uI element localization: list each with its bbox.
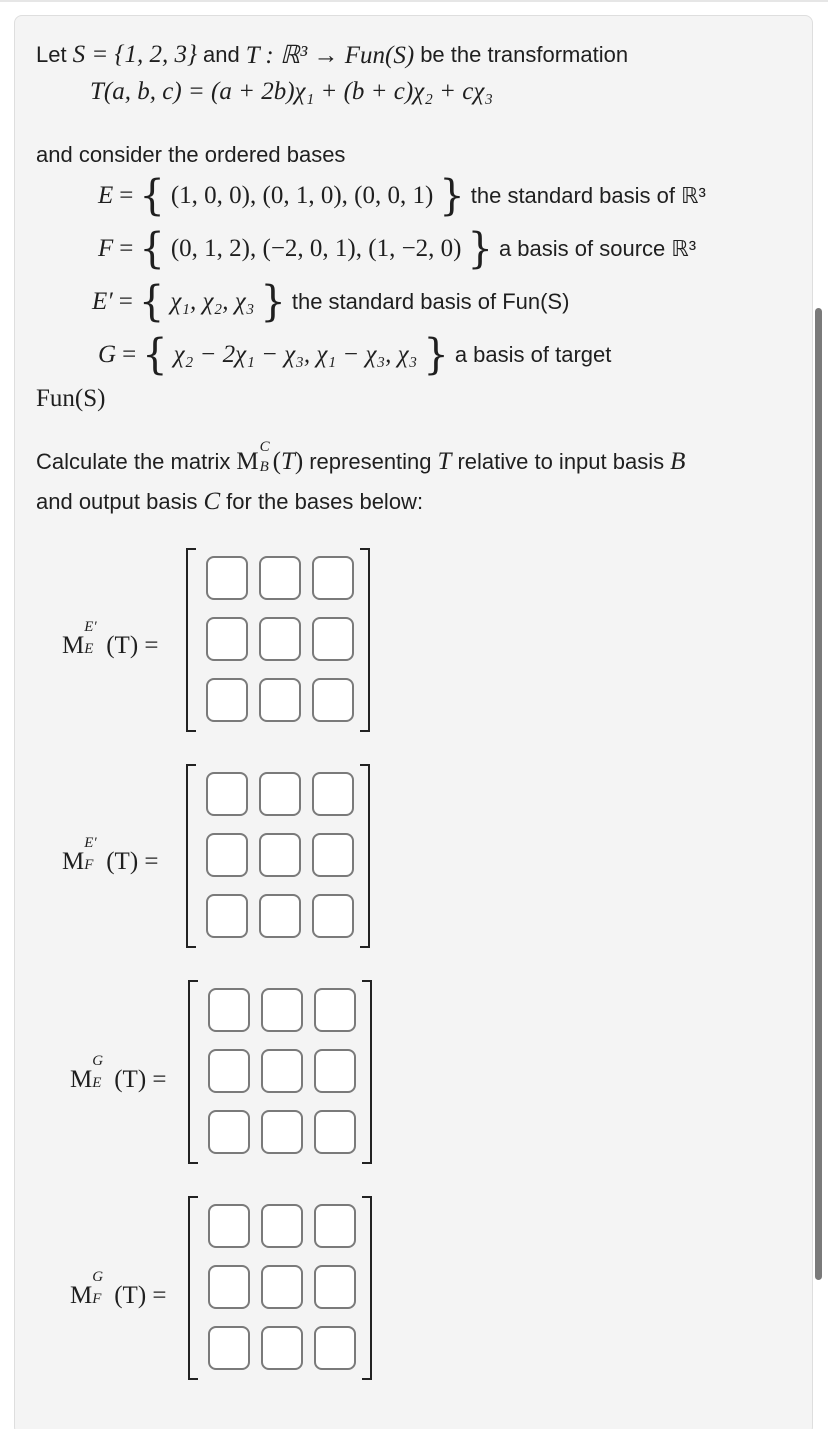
basis-E-name: E — [98, 182, 114, 209]
instruction-text: for the bases below: — [226, 489, 424, 514]
basis-G-row: G = { χ₂ − 2χ₁ − χ₃, χ₁ − χ₃, χ₃ } a basis of target — [98, 330, 612, 380]
matrix-cell-input[interactable] — [259, 833, 301, 877]
matrix-cell-input[interactable] — [312, 894, 354, 938]
right-brace-icon: } — [439, 171, 465, 221]
matrix-cell-input[interactable] — [206, 894, 248, 938]
matrix-F-Eprime — [186, 764, 370, 948]
S-definition: S = {1, 2, 3} — [72, 41, 197, 68]
fun-s-wrap: Fun(S) — [36, 385, 106, 412]
intro-let: Let — [36, 42, 67, 67]
basis-F-name: F — [98, 235, 114, 262]
matrix-cell-input[interactable] — [208, 1110, 250, 1154]
matrix-cell-input[interactable] — [206, 772, 248, 816]
basis-E-set: (1, 0, 0), (0, 1, 0), (0, 0, 1) — [170, 182, 434, 209]
matrix-cell-input[interactable] — [208, 988, 250, 1032]
T-formula: T(a, b, c) = (a + 2b)χ₁ + (b + c)χ₂ + cχ₃ — [90, 78, 494, 105]
matrix-E-Eprime — [186, 548, 370, 732]
left-bracket — [188, 1196, 198, 1380]
matrix-cell-input[interactable] — [312, 772, 354, 816]
basis-F-desc: a basis of source ℝ³ — [498, 236, 697, 261]
matrix-cell-input[interactable] — [261, 1049, 303, 1093]
matrix-cell-input[interactable] — [314, 1204, 356, 1248]
instruction-basis-C: C — [203, 488, 221, 515]
basis-F-set: (0, 1, 2), (−2, 0, 1), (1, −2, 0) — [170, 235, 462, 262]
basis-G-name: G — [98, 341, 117, 368]
matrix-cell-input[interactable] — [259, 678, 301, 722]
matrix-cell-input[interactable] — [208, 1265, 250, 1309]
basis-E-row: E = { (1, 0, 0), (0, 1, 0), (0, 0, 1) } the standard basis of ℝ³ — [98, 171, 706, 221]
instruction-line-2 — [36, 488, 423, 516]
left-brace-icon: { — [142, 330, 168, 380]
top-separator — [0, 0, 828, 2]
basis-Eprime-row: E′ = { χ₁, χ₂, χ₃ } the standard basis of Fun(S) — [92, 277, 570, 327]
matrix-cell-input[interactable] — [312, 617, 354, 661]
basis-Eprime-desc: the standard basis of Fun(S) — [291, 289, 570, 314]
left-bracket — [186, 764, 196, 948]
intro-line — [36, 40, 628, 70]
instruction-text: and output basis — [36, 489, 198, 514]
scrollbar[interactable] — [815, 308, 822, 1280]
matrix-cell-input[interactable] — [314, 1049, 356, 1093]
matrix-cell-input[interactable] — [259, 772, 301, 816]
matrix-notation: M C B (T) — [236, 439, 304, 475]
matrix-cell-input[interactable] — [206, 556, 248, 600]
matrix-cell-input[interactable] — [314, 1326, 356, 1370]
basis-Eprime-set: χ₁, χ₂, χ₃ — [170, 288, 255, 315]
matrix-cell-input[interactable] — [206, 833, 248, 877]
left-bracket — [188, 980, 198, 1164]
instruction-text: relative to input basis — [457, 449, 665, 474]
left-brace-icon: { — [138, 277, 165, 327]
matrix-cell-input[interactable] — [259, 556, 301, 600]
matrix-cell-input[interactable] — [312, 678, 354, 722]
right-brace-icon: } — [423, 330, 449, 380]
matrix-cell-input[interactable] — [206, 617, 248, 661]
matrix-cell-input[interactable] — [312, 556, 354, 600]
matrix-cell-input[interactable] — [261, 1326, 303, 1370]
right-bracket — [362, 1196, 372, 1380]
matrix-cell-input[interactable] — [314, 988, 356, 1032]
matrix-cell-input[interactable] — [208, 1204, 250, 1248]
right-brace-icon: } — [467, 224, 493, 274]
matrix-label-E-G: M G E (T) = — [70, 1053, 167, 1093]
question-card — [14, 15, 813, 1429]
matrix-cell-input[interactable] — [314, 1110, 356, 1154]
right-brace-icon: } — [260, 277, 286, 327]
left-brace-icon: { — [139, 171, 165, 221]
right-bracket — [360, 764, 370, 948]
right-bracket — [360, 548, 370, 732]
matrix-cell-input[interactable] — [208, 1049, 250, 1093]
bases-intro: and consider the ordered bases — [36, 142, 346, 167]
matrix-label-F-G: M G F (T) = — [70, 1269, 167, 1309]
matrix-label-F-Eprime: M E′ F (T) = — [62, 835, 159, 875]
intro-and: and — [202, 42, 240, 67]
right-bracket — [362, 980, 372, 1164]
left-bracket — [186, 548, 196, 732]
left-brace-icon: { — [139, 224, 165, 274]
matrix-cell-input[interactable] — [314, 1265, 356, 1309]
matrix-F-G — [188, 1196, 372, 1380]
basis-F-row: F = { (0, 1, 2), (−2, 0, 1), (1, −2, 0) } a basis of source ℝ³ — [98, 224, 697, 274]
T-definition: T : ℝ³ → Fun(S) — [245, 42, 415, 69]
instruction-line-1: Calculate the matrix M C B (T) representing T relative to input basis B — [36, 439, 686, 475]
basis-Eprime-name: E′ — [92, 288, 113, 315]
basis-G-set: χ₂ − 2χ₁ − χ₃, χ₁ − χ₃, χ₃ — [173, 341, 418, 368]
instruction-basis-B: B — [670, 448, 686, 475]
matrix-cell-input[interactable] — [208, 1326, 250, 1370]
matrix-cell-input[interactable] — [261, 988, 303, 1032]
matrix-cell-input[interactable] — [259, 894, 301, 938]
matrix-cell-input[interactable] — [261, 1110, 303, 1154]
instruction-text: representing — [309, 449, 432, 474]
matrix-cell-input[interactable] — [261, 1204, 303, 1248]
basis-E-desc: the standard basis of ℝ³ — [470, 183, 706, 208]
matrix-cell-input[interactable] — [206, 678, 248, 722]
instruction-text: Calculate the matrix — [36, 449, 231, 474]
matrix-cell-input[interactable] — [259, 617, 301, 661]
matrix-cell-input[interactable] — [312, 833, 354, 877]
matrix-cell-input[interactable] — [261, 1265, 303, 1309]
intro-be-the: be the transformation — [420, 42, 629, 67]
matrix-E-G — [188, 980, 372, 1164]
basis-G-desc: a basis of target — [454, 342, 612, 367]
matrix-label-E-Eprime: M E′ E (T) = — [62, 619, 159, 659]
